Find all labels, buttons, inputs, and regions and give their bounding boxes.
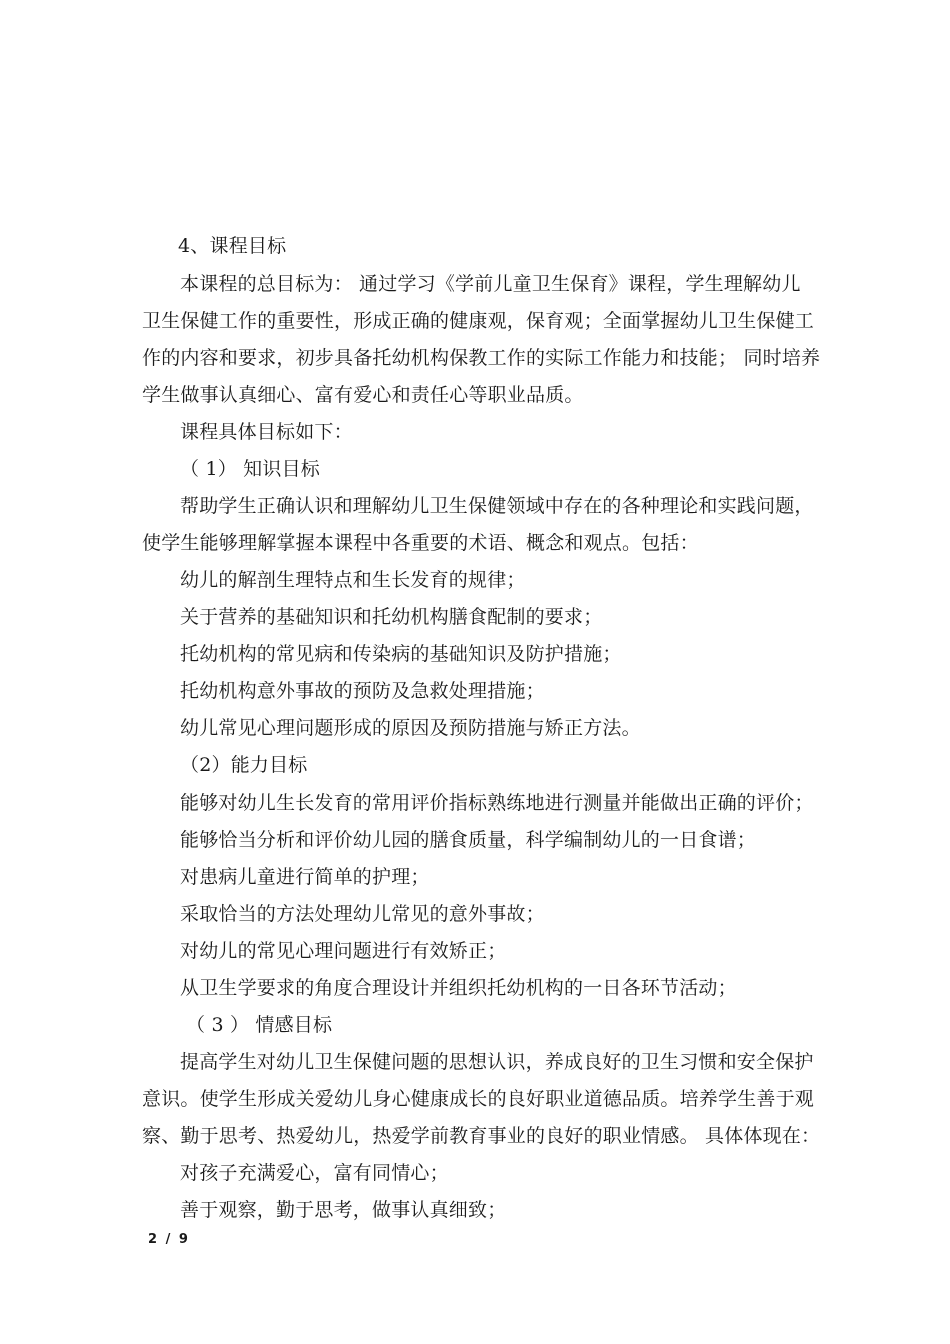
list-item: 托幼机构的常见病和传染病的基础知识及防护措施； bbox=[180, 643, 622, 665]
list-item: 关于营养的基础知识和托幼机构膳食配制的要求； bbox=[180, 606, 603, 628]
page-number: 2 / 9 bbox=[148, 1232, 188, 1247]
list-item: 对幼儿的常见心理问题进行有效矫正； bbox=[180, 940, 507, 962]
paragraph-line: 学生做事认真细心、富有爱心和责任心等职业品质。 bbox=[142, 384, 584, 406]
list-item: 能够恰当分析和评价幼儿园的膳食质量，科学编制幼儿的一日食谱； bbox=[180, 829, 757, 851]
paragraph-line: 察、勤于思考、热爱幼儿，热爱学前教育事业的良好的职业情感。 具体体现在： bbox=[142, 1125, 821, 1147]
paragraph-line: 作的内容和要求，初步具备托幼机构保教工作的实际工作能力和技能； 同时培养 bbox=[142, 347, 821, 369]
list-item: 采取恰当的方法处理幼儿常见的意外事故； bbox=[180, 903, 545, 925]
paragraph-line: 使学生能够理解掌握本课程中各重要的术语、概念和观点。包括： bbox=[142, 532, 699, 554]
paragraph-line: 卫生保健工作的重要性，形成正确的健康观，保育观；全面掌握幼儿卫生保健工 bbox=[142, 310, 815, 332]
list-item: 对患病儿童进行简单的护理； bbox=[180, 866, 430, 888]
list-item: 从卫生学要求的角度合理设计并组织托幼机构的一日各环节活动； bbox=[180, 977, 737, 999]
list-item: 托幼机构意外事故的预防及急救处理措施； bbox=[180, 680, 545, 702]
paragraph-line: 意识。使学生形成关爱幼儿身心健康成长的良好职业道德品质。培养学生善于观 bbox=[142, 1088, 815, 1110]
paragraph-line: 提高学生对幼儿卫生保健问题的思想认识，养成良好的卫生习惯和安全保护 bbox=[180, 1051, 814, 1073]
subheading: （ 3 ） 情感目标 bbox=[186, 1014, 333, 1036]
paragraph-line: 本课程的总目标为： 通过学习《学前儿童卫生保育》课程，学生理解幼儿 bbox=[180, 273, 801, 295]
subheading: （2）能力目标 bbox=[180, 754, 308, 776]
list-item: 能够对幼儿生长发育的常用评价指标熟练地进行测量并能做出正确的评价； bbox=[180, 792, 814, 814]
list-item: 对孩子充满爱心，富有同情心； bbox=[180, 1162, 449, 1184]
paragraph-line: 课程具体目标如下： bbox=[180, 421, 353, 443]
list-item: 幼儿常见心理问题形成的原因及预防措施与矫正方法。 bbox=[180, 717, 641, 739]
subheading: （ 1） 知识目标 bbox=[180, 458, 320, 480]
list-item: 善于观察，勤于思考，做事认真细致； bbox=[180, 1199, 507, 1221]
list-item: 幼儿的解剖生理特点和生长发育的规律； bbox=[180, 569, 526, 591]
section-heading: 4、课程目标 bbox=[178, 235, 287, 257]
paragraph-line: 帮助学生正确认识和理解幼儿卫生保健领域中存在的各种理论和实践问题， bbox=[180, 495, 814, 517]
